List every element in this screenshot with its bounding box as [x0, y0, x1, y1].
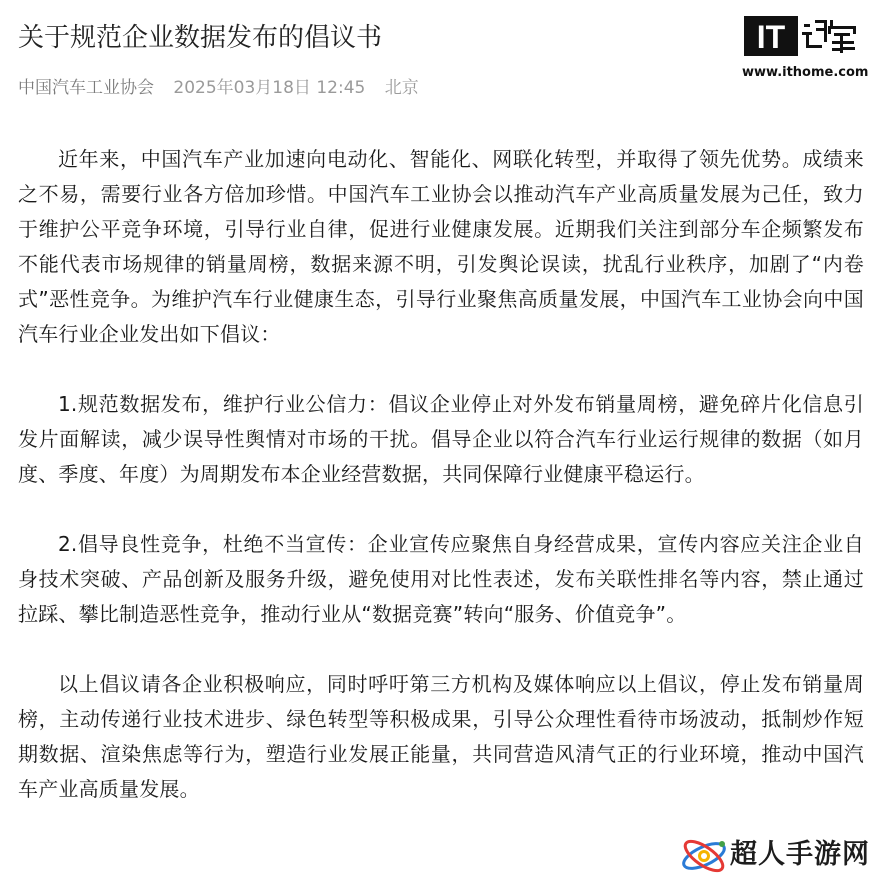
article-paragraph-1: 1.规范数据发布，维护行业公信力：倡议企业停止对外发布销量周榜，避免碎片化信息引发片面解读，减少误导性舆情对市场的干扰。倡导企业以符合汽车行业运行规律的数据（如月度、季度、年度）为周期发布本企业经营数据，共同保障行业健康平稳运行。 — [18, 392, 864, 486]
article-source[interactable]: 中国汽车工业协会 — [18, 78, 154, 98]
article-datetime: 2025年03月18日 12:45 — [173, 78, 366, 98]
article-paragraph-2: 2.倡导良性竞争，杜绝不当宣传：企业宣传应聚焦自身经营成果，宣传内容应关注企业自身技术突破、产品创新及服务升级，避免使用对比性表述，发布关联性排名等内容，禁止通过拉踩、攀比制造恶性竞争，推动行业从“数据竞赛”转向“服务、价值竞争”。 — [18, 532, 864, 626]
article-body — [18, 142, 864, 842]
article-paragraph-closing: 以上倡议请各企业积极响应，同时呼吁第三方机构及媒体响应以上倡议，停止发布销量周榜，主动传递行业技术进步、绿色转型等积极成果，引导公众理性看待市场波动，抵制炒作短期数据、渲染焦虑等行为，塑造行业发展正能量，共同营造风清气正的行业环境，推动中国汽车产业高质量发展。 — [18, 672, 864, 801]
article-meta — [18, 76, 433, 100]
svg-text:IT: IT — [756, 19, 786, 55]
article-location: 北京 — [384, 78, 419, 98]
article-paragraph-intro: 近年来，中国汽车产业加速向电动化、智能化、网联化转型，并取得了领先优势。成绩来之不易，需要行业各方倍加珍惜。中国汽车工业协会以推动汽车产业高质量发展为己任，致力于维护公平竞争环境，引导行业自律，促进行业健康发展。近期我们关注到部分车企频繁发布不能代表市场规律的销量周榜，数据来源不明，引发舆论误读，扰乱行业秩序，加剧了“内卷式”恶性竞争。为维护汽车行业健康生态，引导行业聚焦高质量发展，中国汽车工业协会向中国汽车行业企业发出如下倡议： — [18, 147, 864, 346]
watermark-text: 超人手游网 — [730, 839, 870, 870]
ithome-logo-chars — [802, 20, 856, 53]
watermark — [678, 830, 868, 878]
watermark-orbit-icon — [678, 830, 730, 878]
article-title: 关于规范企业数据发布的倡议书 — [18, 23, 383, 53]
ithome-url[interactable]: www.ithome.com — [742, 65, 869, 80]
